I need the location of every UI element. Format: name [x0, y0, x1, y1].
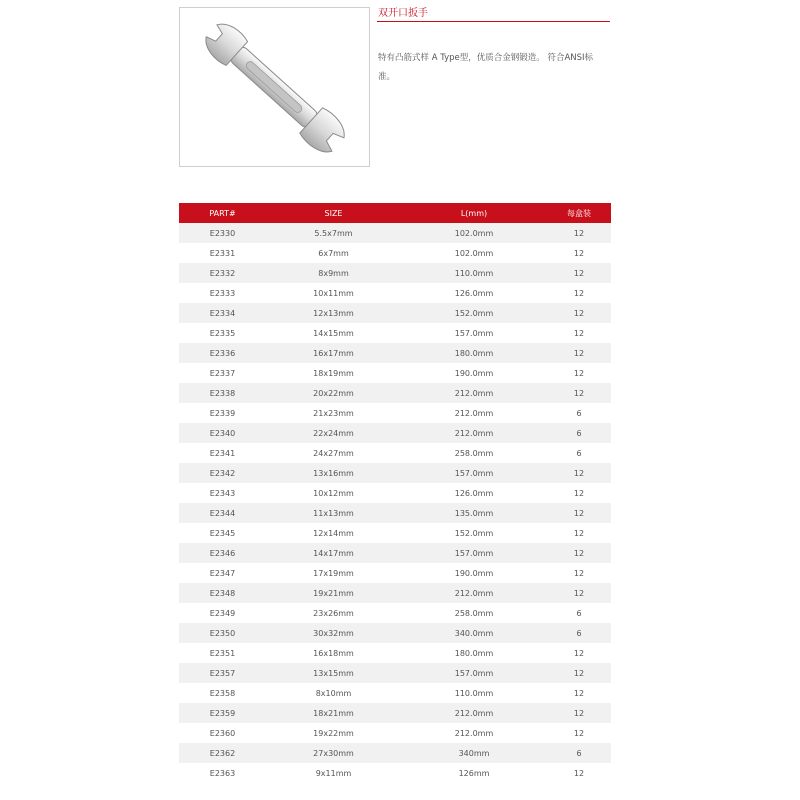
part-cell: E2347 — [179, 563, 266, 583]
length-cell: 212.0mm — [401, 723, 547, 743]
table-row — [179, 463, 611, 483]
part-cell: E2332 — [179, 263, 266, 283]
part-cell: E2339 — [179, 403, 266, 423]
table-row — [179, 423, 611, 443]
size-cell: 17x19mm — [266, 563, 401, 583]
part-cell: E2331 — [179, 243, 266, 263]
table-row — [179, 303, 611, 323]
part-cell: E2340 — [179, 423, 266, 443]
part-cell: E2351 — [179, 643, 266, 663]
header-length: L(mm) — [401, 203, 547, 223]
table-row — [179, 603, 611, 623]
table-row — [179, 643, 611, 663]
size-cell: 6x7mm — [266, 243, 401, 263]
length-cell: 190.0mm — [401, 363, 547, 383]
length-cell: 258.0mm — [401, 603, 547, 623]
part-cell: E2359 — [179, 703, 266, 723]
part-cell: E2335 — [179, 323, 266, 343]
table-row — [179, 403, 611, 423]
part-cell: E2344 — [179, 503, 266, 523]
per-box-cell: 12 — [547, 243, 611, 263]
size-cell: 12x14mm — [266, 523, 401, 543]
table-row — [179, 703, 611, 723]
length-cell: 110.0mm — [401, 263, 547, 283]
part-cell: E2358 — [179, 683, 266, 703]
part-cell: E2363 — [179, 763, 266, 783]
size-cell: 20x22mm — [266, 383, 401, 403]
header-size: SIZE — [266, 203, 401, 223]
size-cell: 5.5x7mm — [266, 223, 401, 243]
size-cell: 23x26mm — [266, 603, 401, 623]
table-row — [179, 723, 611, 743]
per-box-cell: 12 — [547, 303, 611, 323]
per-box-cell: 12 — [547, 583, 611, 603]
size-cell: 12x13mm — [266, 303, 401, 323]
table-row — [179, 343, 611, 363]
length-cell: 212.0mm — [401, 383, 547, 403]
per-box-cell: 12 — [547, 263, 611, 283]
size-cell: 14x17mm — [266, 543, 401, 563]
per-box-cell: 12 — [547, 703, 611, 723]
table-row — [179, 623, 611, 643]
length-cell: 190.0mm — [401, 563, 547, 583]
part-cell: E2349 — [179, 603, 266, 623]
length-cell: 180.0mm — [401, 343, 547, 363]
length-cell: 340mm — [401, 743, 547, 763]
per-box-cell: 12 — [547, 503, 611, 523]
per-box-cell: 12 — [547, 463, 611, 483]
table-row — [179, 543, 611, 563]
per-box-cell: 12 — [547, 483, 611, 503]
size-cell: 9x11mm — [266, 763, 401, 783]
size-cell: 19x22mm — [266, 723, 401, 743]
part-cell: E2333 — [179, 283, 266, 303]
length-cell: 126.0mm — [401, 283, 547, 303]
per-box-cell: 12 — [547, 683, 611, 703]
part-cell: E2360 — [179, 723, 266, 743]
spec-table — [179, 203, 611, 783]
length-cell: 126mm — [401, 763, 547, 783]
per-box-cell: 12 — [547, 223, 611, 243]
length-cell: 135.0mm — [401, 503, 547, 523]
part-cell: E2342 — [179, 463, 266, 483]
table-row — [179, 523, 611, 543]
per-box-cell: 6 — [547, 423, 611, 443]
size-cell: 21x23mm — [266, 403, 401, 423]
per-box-cell: 12 — [547, 723, 611, 743]
size-cell: 30x32mm — [266, 623, 401, 643]
table-row — [179, 663, 611, 683]
table-row — [179, 743, 611, 763]
per-box-cell: 6 — [547, 443, 611, 463]
part-cell: E2346 — [179, 543, 266, 563]
size-cell: 14x15mm — [266, 323, 401, 343]
product-image — [179, 7, 370, 167]
size-cell: 16x17mm — [266, 343, 401, 363]
length-cell: 258.0mm — [401, 443, 547, 463]
title-divider — [377, 21, 610, 22]
table-row — [179, 583, 611, 603]
part-cell: E2336 — [179, 343, 266, 363]
per-box-cell: 12 — [547, 343, 611, 363]
length-cell: 110.0mm — [401, 683, 547, 703]
length-cell: 152.0mm — [401, 523, 547, 543]
part-cell: E2357 — [179, 663, 266, 683]
per-box-cell: 12 — [547, 523, 611, 543]
length-cell: 157.0mm — [401, 543, 547, 563]
size-cell: 8x9mm — [266, 263, 401, 283]
length-cell: 152.0mm — [401, 303, 547, 323]
size-cell: 13x15mm — [266, 663, 401, 683]
length-cell: 157.0mm — [401, 463, 547, 483]
per-box-cell: 12 — [547, 763, 611, 783]
length-cell: 212.0mm — [401, 423, 547, 443]
length-cell: 212.0mm — [401, 703, 547, 723]
table-row — [179, 563, 611, 583]
size-cell: 24x27mm — [266, 443, 401, 463]
table-header-row — [179, 203, 611, 223]
size-cell: 8x10mm — [266, 683, 401, 703]
table-row — [179, 283, 611, 303]
double-open-end-wrench-icon — [180, 8, 369, 166]
per-box-cell: 12 — [547, 563, 611, 583]
per-box-cell: 6 — [547, 603, 611, 623]
size-cell: 13x16mm — [266, 463, 401, 483]
part-cell: E2350 — [179, 623, 266, 643]
length-cell: 212.0mm — [401, 583, 547, 603]
size-cell: 18x21mm — [266, 703, 401, 723]
part-cell: E2341 — [179, 443, 266, 463]
size-cell: 11x13mm — [266, 503, 401, 523]
length-cell: 126.0mm — [401, 483, 547, 503]
table-row — [179, 683, 611, 703]
per-box-cell: 12 — [547, 363, 611, 383]
per-box-cell: 12 — [547, 543, 611, 563]
part-cell: E2345 — [179, 523, 266, 543]
size-cell: 22x24mm — [266, 423, 401, 443]
product-description: 特有凸筋式样 A Type型，优质合金钢锻造。 符合ANSI标准。 — [378, 53, 594, 82]
size-cell: 16x18mm — [266, 643, 401, 663]
size-cell: 27x30mm — [266, 743, 401, 763]
table-row — [179, 443, 611, 463]
part-cell: E2362 — [179, 743, 266, 763]
table-row — [179, 263, 611, 283]
part-cell: E2343 — [179, 483, 266, 503]
part-cell: E2338 — [179, 383, 266, 403]
table-row — [179, 363, 611, 383]
per-box-cell: 12 — [547, 323, 611, 343]
length-cell: 157.0mm — [401, 323, 547, 343]
size-cell: 10x11mm — [266, 283, 401, 303]
header-part: PART# — [179, 203, 266, 223]
table-row — [179, 383, 611, 403]
table-row — [179, 483, 611, 503]
header-per-box: 每盒装 — [547, 203, 611, 223]
per-box-cell: 12 — [547, 383, 611, 403]
length-cell: 340.0mm — [401, 623, 547, 643]
part-cell: E2330 — [179, 223, 266, 243]
per-box-cell: 6 — [547, 743, 611, 763]
length-cell: 102.0mm — [401, 223, 547, 243]
per-box-cell: 6 — [547, 623, 611, 643]
size-cell: 18x19mm — [266, 363, 401, 383]
table-row — [179, 323, 611, 343]
table-row — [179, 243, 611, 263]
length-cell: 212.0mm — [401, 403, 547, 423]
per-box-cell: 6 — [547, 403, 611, 423]
per-box-cell: 12 — [547, 643, 611, 663]
table-row — [179, 763, 611, 783]
part-cell: E2348 — [179, 583, 266, 603]
size-cell: 19x21mm — [266, 583, 401, 603]
table-body — [179, 223, 611, 783]
part-cell: E2337 — [179, 363, 266, 383]
table-row — [179, 223, 611, 243]
per-box-cell: 12 — [547, 283, 611, 303]
length-cell: 180.0mm — [401, 643, 547, 663]
per-box-cell: 12 — [547, 663, 611, 683]
table-row — [179, 503, 611, 523]
length-cell: 102.0mm — [401, 243, 547, 263]
size-cell: 10x12mm — [266, 483, 401, 503]
length-cell: 157.0mm — [401, 663, 547, 683]
part-cell: E2334 — [179, 303, 266, 323]
product-title: 双开口扳手 — [378, 8, 428, 19]
